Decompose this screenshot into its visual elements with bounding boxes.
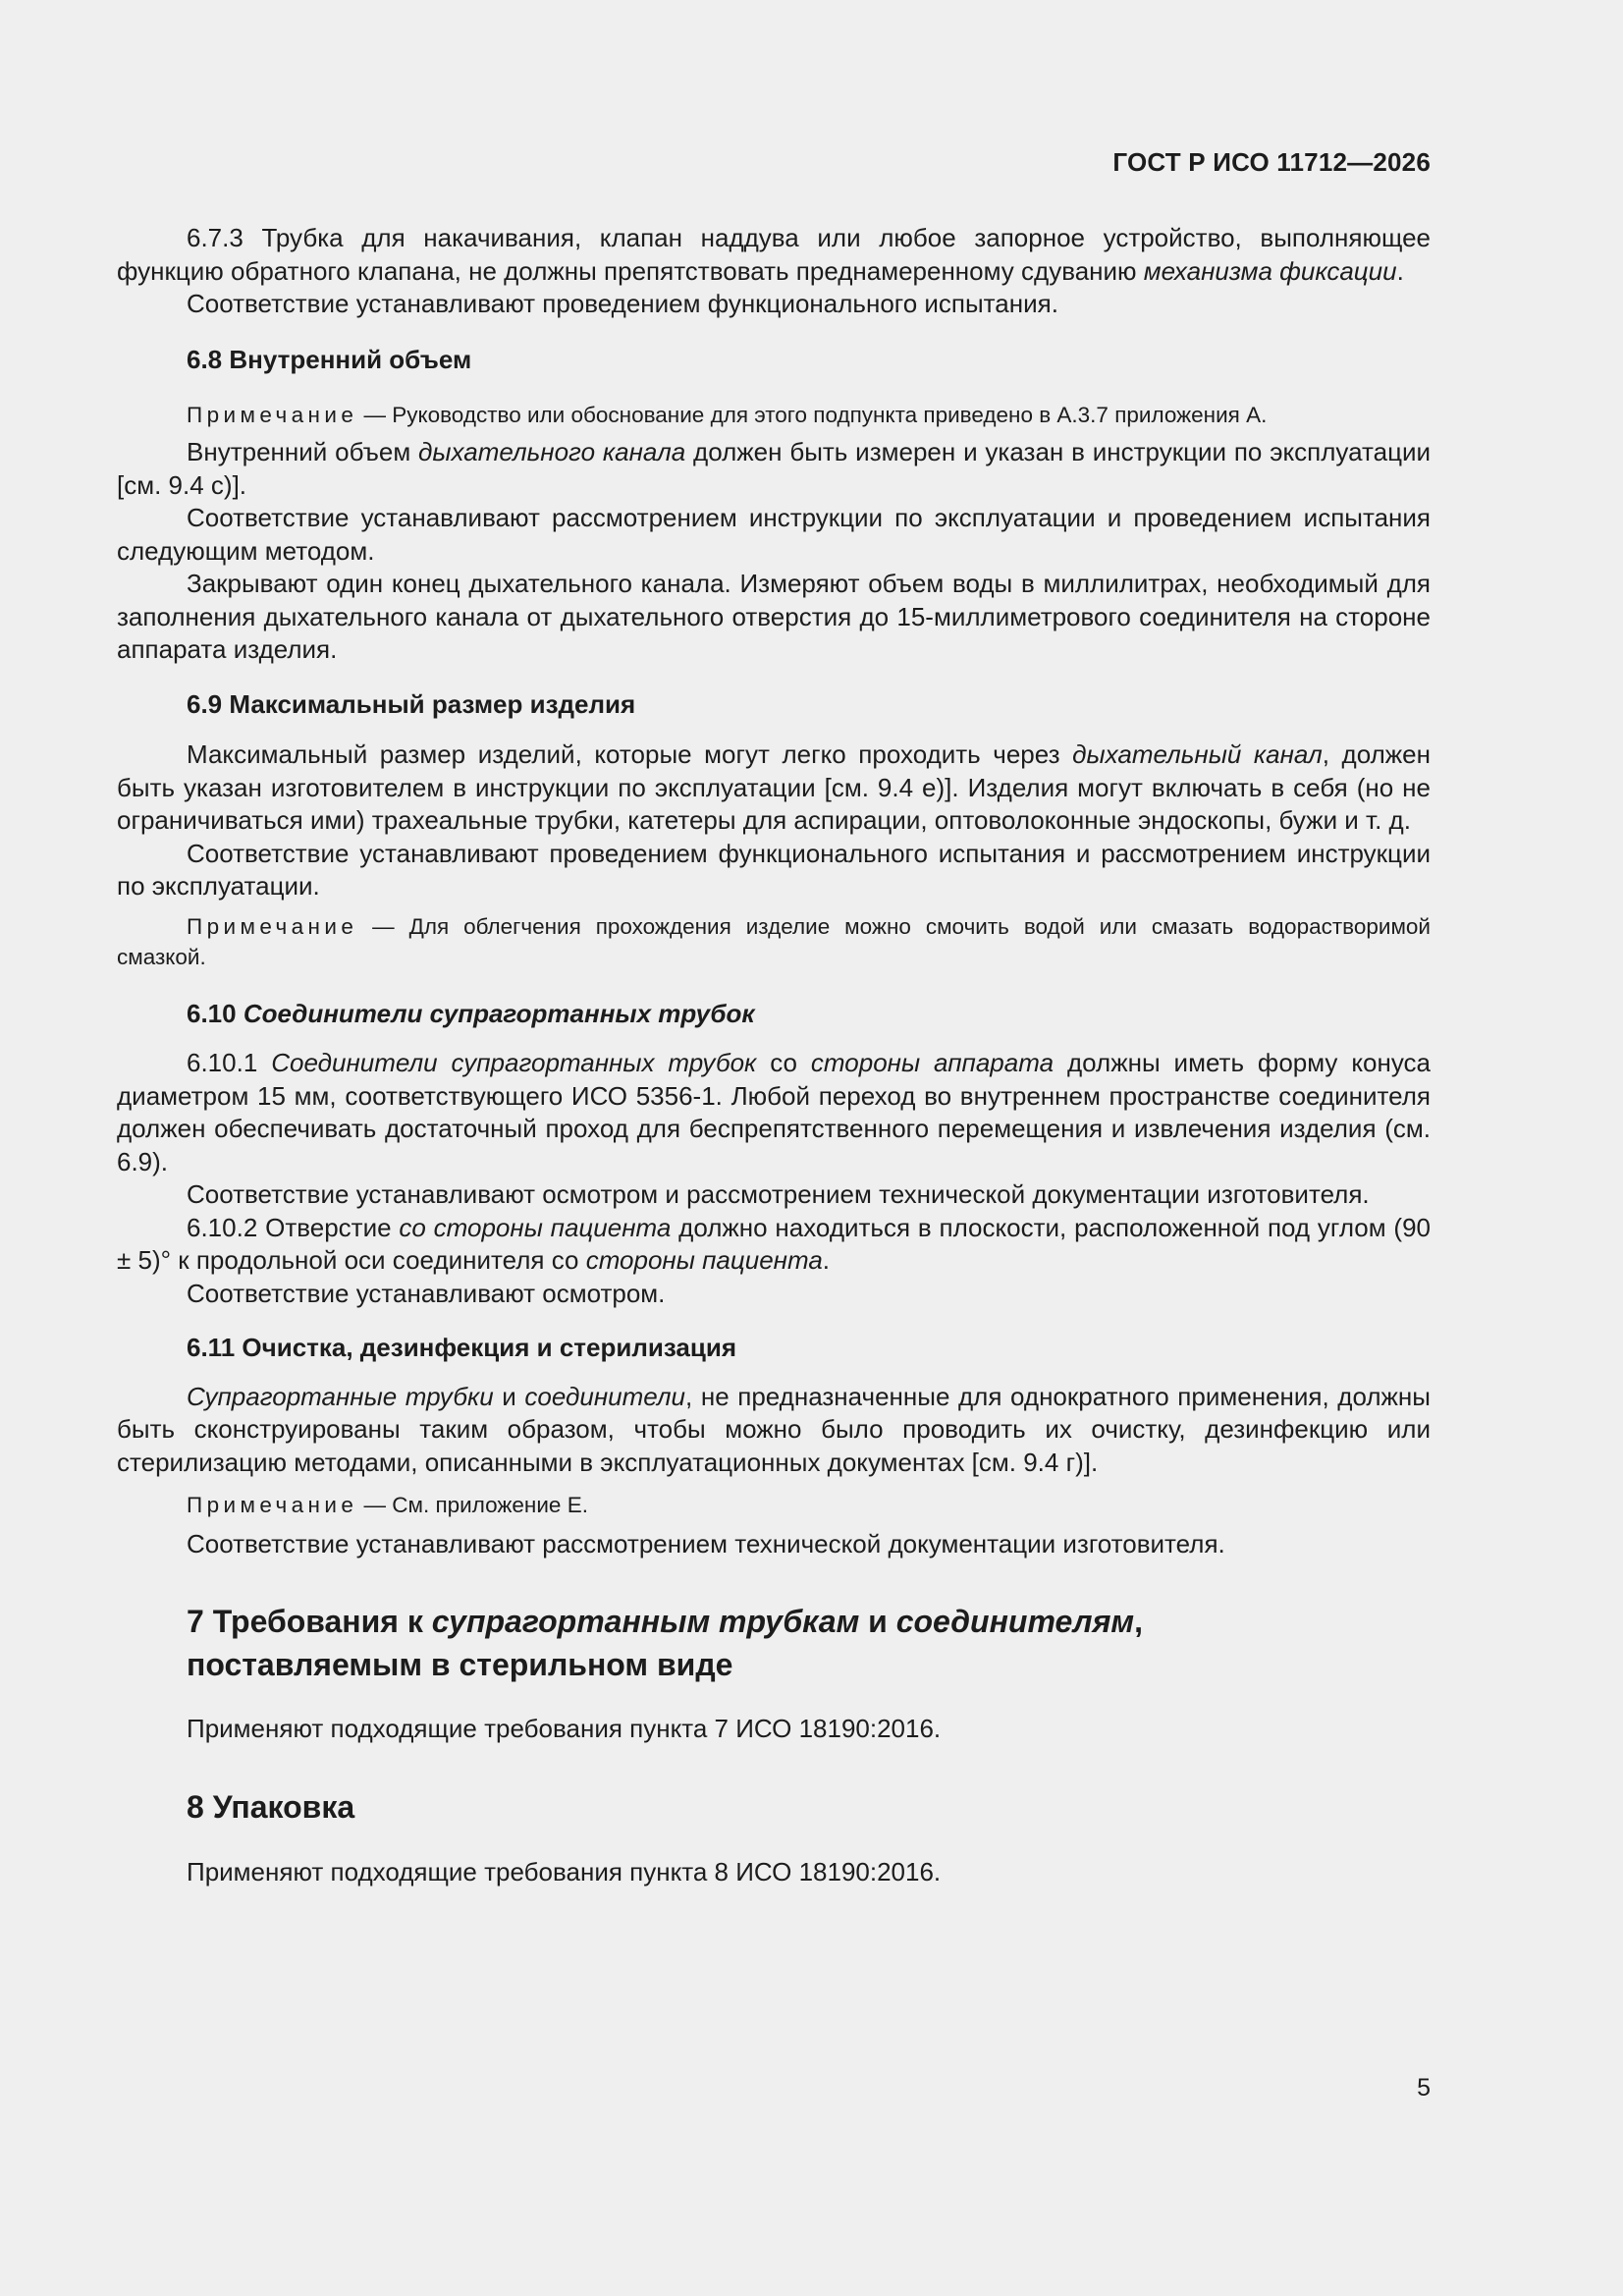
paragraph-6-11-1: Супрагортанные трубки и соединители, не предназначенные для однократного применения, должны быть сконструированы таким образом, чтобы можно было проводить их очистку, дезинфекцию или стерилизацию методами, описанными в эксплуатационных документах [см. 9.4 г)]. xyxy=(117,1381,1431,1477)
term-italic: со стороны пациента xyxy=(399,1212,672,1242)
section-heading-6-9: 6.9 Максимальный размер изделия xyxy=(187,688,636,719)
paragraph-6-8-3: Закрывают один конец дыхательного канала. Измеряют объем воды в миллилитрах, необходимый для заполнения дыхательного канала от дыхательного отверстия до 15-миллиметрового соединителя на стороне аппарата изделия. xyxy=(117,569,1431,664)
compliance-text: Соответствие устанавливают рассмотрением инструкции по эксплуатации и проведением испытания следующим методом. xyxy=(117,503,1431,566)
term-italic: стороны аппарата xyxy=(810,1048,1055,1077)
paragraph-6-10-2: 6.10.2 Отверстие со стороны пациента должно находиться в плоскости, расположенной под углом (90 ± 5)° к продольной оси соединителя со стороны пациента. xyxy=(117,1212,1432,1275)
compliance-text: Соответствие устанавливают рассмотрением технической документации изготовителя. xyxy=(187,1529,1225,1558)
term-italic: Соединители супрагортанных трубок xyxy=(271,1048,757,1077)
page-number: 5 xyxy=(1417,2074,1431,2102)
paragraph-6-7-3: 6.7.3 Трубка для накачивания, клапан наддува или любое запорное устройство, выполняющее функцию обратного клапана, не должны препятствовать преднамеренному сдуванию механизма фиксации. xyxy=(117,223,1431,286)
note: Примечание — Руководство или обоснование для этого подпункта приведено в А.3.7 приложения А. xyxy=(187,403,1268,427)
term-italic: соединители xyxy=(524,1381,686,1411)
note-label: Примечание xyxy=(187,1493,358,1517)
term-italic: стороны пациента xyxy=(585,1245,823,1275)
compliance-text: Соответствие устанавливают проведением функционального испытания. xyxy=(187,289,1058,318)
note-label: Примечание xyxy=(187,913,358,939)
section-heading-6-8: 6.8 Внутренний объем xyxy=(187,344,472,374)
term-italic: механизма фиксации xyxy=(1143,255,1397,286)
paragraph-8-1: Применяют подходящие требования пункта 8 ИСО 18190:2016. xyxy=(187,1857,942,1886)
paragraph-6-9-1: Максимальный размер изделий, которые могут легко проходить через дыхательный канал, должен быть указан изготовителем в инструкции по эксплуатации [см. 9.4 е)]. Изделия могут включать в себя (но не ограничиваться ими) трахеальные трубки, катетеры для аспирации, оптоволоконные эндоскопы, бужи и т. д. xyxy=(117,739,1432,835)
section-heading-8: 8 Упаковка xyxy=(187,1789,355,1825)
paragraph-6-10-1: 6.10.1 Соединители супрагортанных трубок со стороны аппарата должны иметь форму конуса диаметром 15 мм, соответствующего ИСО 5356-1. Любой переход во внутреннем пространстве соединителя должен обеспечивать достаточный проход для беспрепятственного перемещения и извлечения изделия (см. 6.9). xyxy=(117,1048,1431,1176)
term-italic: Супрагортанные трубки xyxy=(187,1381,494,1411)
document-body xyxy=(117,222,1431,1889)
section-heading-7: 7 Требования к супрагортанным трубкам и соединителям, поставляемым в стерильном виде xyxy=(187,1603,1143,1682)
document-code-header: ГОСТ Р ИСО 11712—2026 xyxy=(1112,147,1431,177)
paragraph-6-8-1: Внутренний объем дыхательного канала должен быть измерен и указан в инструкции по эксплуатации [см. 9.4 с)]. xyxy=(117,437,1432,500)
compliance-text: Соответствие устанавливают осмотром. xyxy=(187,1278,666,1308)
compliance-text: Соответствие устанавливают осмотром и рассмотрением технической документации изготовителя. xyxy=(187,1179,1370,1209)
note-label: Примечание xyxy=(187,403,358,427)
term-italic: дыхательный канал xyxy=(1072,739,1323,769)
note: Примечание — См. приложение Е. xyxy=(187,1493,588,1517)
compliance-text: Соответствие устанавливают проведением функционального испытания и рассмотрением инструкции по эксплуатации. xyxy=(117,838,1431,901)
note: Примечание — Для облегчения прохождения изделие можно смочить водой или смазать водорастворимой смазкой. xyxy=(117,913,1431,969)
paragraph-7-1: Применяют подходящие требования пункта 7 ИСО 18190:2016. xyxy=(187,1713,942,1743)
term-italic: дыхательного канала xyxy=(418,437,686,466)
section-heading-6-10: 6.10 Соединители супрагортанных трубок xyxy=(187,998,755,1028)
section-heading-6-11: 6.11 Очистка, дезинфекция и стерилизация xyxy=(187,1333,737,1362)
